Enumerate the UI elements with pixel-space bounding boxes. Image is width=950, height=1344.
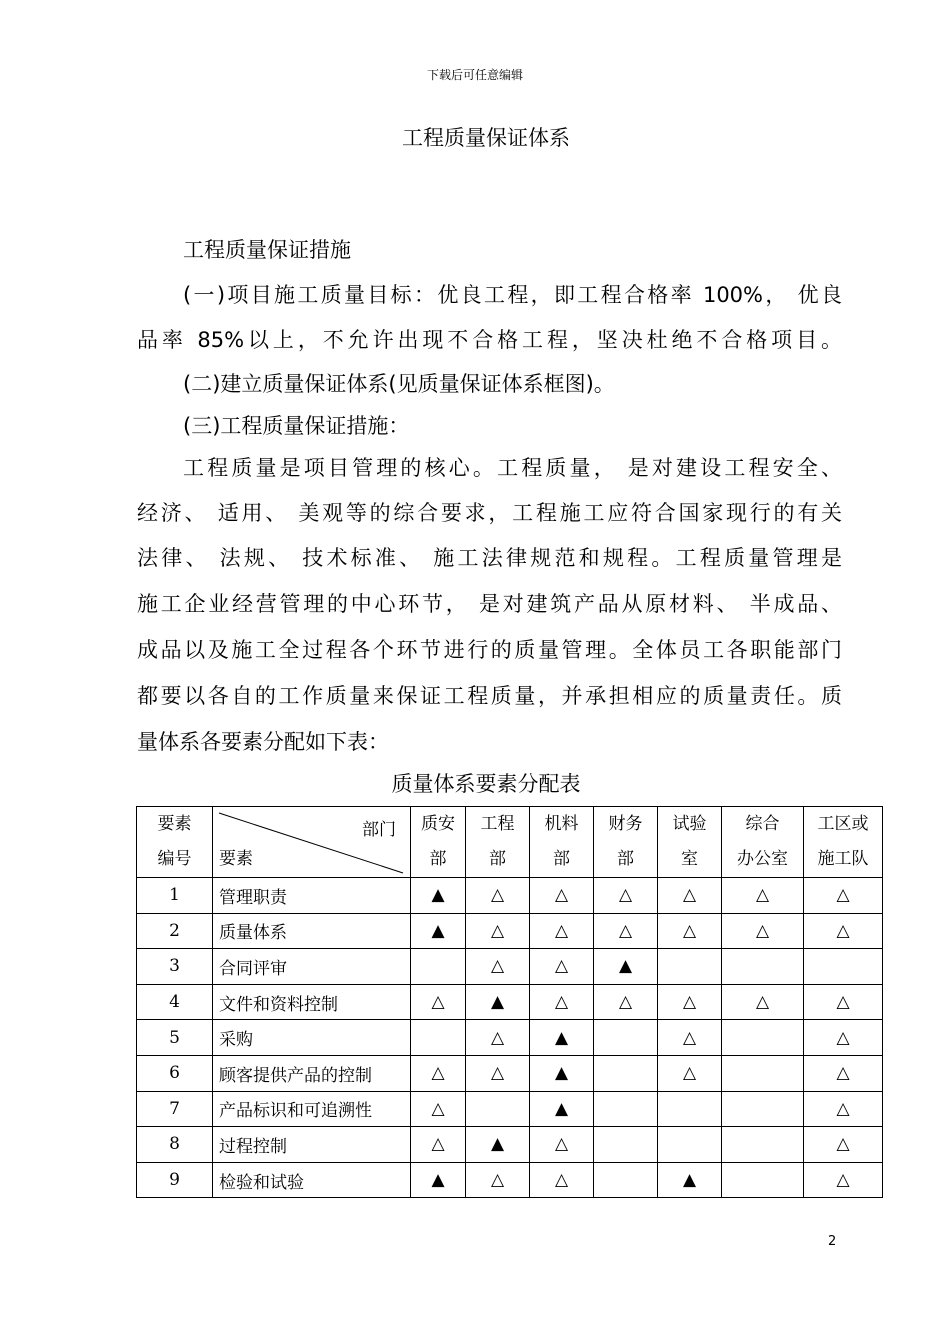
table-row: [137, 1162, 883, 1198]
mark-cell: △: [804, 1127, 883, 1163]
header-dept-1-bottom: 部: [429, 849, 447, 869]
mark-cell: [722, 1091, 804, 1127]
row-element: 质量体系: [213, 913, 411, 949]
mark-cell: ▲: [411, 1162, 466, 1198]
header-element-number-top: 要素: [157, 814, 192, 834]
mark-cell: ▲: [594, 949, 658, 985]
mark-cell: △: [411, 1055, 466, 1091]
body-line-7: 法律、 法规、 技术标准、 施工法律规范和规程。工程质量管理是: [137, 546, 842, 570]
mark-cell: [594, 1055, 658, 1091]
mark-cell: △: [411, 1091, 466, 1127]
mark-cell: △: [411, 1127, 466, 1163]
mark-cell: [658, 1127, 722, 1163]
row-element: 检验和试验: [213, 1162, 411, 1198]
row-element: 过程控制: [213, 1127, 411, 1163]
mark-cell: △: [594, 984, 658, 1020]
mark-cell: △: [411, 984, 466, 1020]
body-line-2: 品率 85%以上，不允许出现不合格工程，坚决杜绝不合格项目。: [137, 328, 842, 352]
section-heading: 工程质量保证措施: [183, 238, 351, 262]
element-allocation-table: [136, 806, 883, 1198]
mark-cell: △: [466, 878, 530, 914]
mark-cell: [722, 1162, 804, 1198]
page-number: 2: [828, 1234, 837, 1249]
header-dept-6-top: 综合: [745, 814, 780, 834]
document-title: 工程质量保证体系: [402, 126, 570, 150]
header-dept-3: [530, 807, 594, 878]
header-dept-4-top: 财务: [608, 814, 643, 834]
body-line-4: (三)工程质量保证措施：: [183, 414, 410, 438]
header-element-number: [137, 807, 213, 878]
body-line-3: (二)建立质量保证体系(见质量保证体系框图)。: [183, 372, 615, 396]
row-number: 4: [137, 984, 213, 1020]
mark-cell: △: [658, 1020, 722, 1056]
row-element: 产品标识和可追溯性: [213, 1091, 411, 1127]
row-number: 5: [137, 1020, 213, 1056]
mark-cell: ▲: [411, 878, 466, 914]
mark-cell: [658, 1091, 722, 1127]
mark-cell: △: [530, 1162, 594, 1198]
body-line-11: 量体系各要素分配如下表：: [137, 730, 389, 754]
header-dept-1: [411, 807, 466, 878]
mark-cell: △: [722, 984, 804, 1020]
mark-cell: △: [658, 984, 722, 1020]
header-element-label: 要素: [219, 849, 253, 869]
mark-cell: △: [804, 1020, 883, 1056]
header-dept-5-bottom: 室: [681, 849, 698, 869]
header-dept-3-top: 机料: [544, 814, 579, 834]
row-element: 采购: [213, 1020, 411, 1056]
table-header-row: [137, 807, 883, 878]
mark-cell: △: [804, 1091, 883, 1127]
header-dept-2-top: 工程: [480, 814, 515, 834]
mark-cell: [722, 1127, 804, 1163]
mark-cell: △: [804, 913, 883, 949]
mark-cell: △: [722, 878, 804, 914]
row-number: 9: [137, 1162, 213, 1198]
table-row: [137, 949, 883, 985]
mark-cell: △: [804, 1055, 883, 1091]
mark-cell: [411, 949, 466, 985]
row-number: 1: [137, 878, 213, 914]
header-dept-7-bottom: 施工队: [817, 849, 869, 869]
mark-cell: △: [804, 1162, 883, 1198]
mark-cell: △: [594, 913, 658, 949]
mark-cell: [804, 949, 883, 985]
header-dept-2: [466, 807, 530, 878]
header-dept-4: [594, 807, 658, 878]
mark-cell: [658, 949, 722, 985]
row-element: 文件和资料控制: [213, 984, 411, 1020]
header-dept-2-bottom: 部: [489, 849, 506, 869]
table-row: [137, 1020, 883, 1056]
mark-cell: △: [804, 878, 883, 914]
mark-cell: △: [594, 878, 658, 914]
row-element: 顾客提供产品的控制: [213, 1055, 411, 1091]
mark-cell: [594, 1127, 658, 1163]
mark-cell: △: [804, 984, 883, 1020]
mark-cell: △: [530, 913, 594, 949]
mark-cell: △: [530, 878, 594, 914]
header-dept-5: [658, 807, 722, 878]
mark-cell: [466, 1091, 530, 1127]
table-row: [137, 878, 883, 914]
mark-cell: △: [466, 949, 530, 985]
table-row: [137, 1091, 883, 1127]
mark-cell: △: [658, 913, 722, 949]
body-line-1: (一)项目施工质量目标：优良工程，即工程合格率 100%， 优良: [183, 283, 842, 307]
body-line-8: 施工企业经营管理的中心环节， 是对建筑产品从原材料、 半成品、: [137, 592, 842, 616]
mark-cell: △: [466, 913, 530, 949]
row-element: 管理职责: [213, 878, 411, 914]
mark-cell: [722, 1055, 804, 1091]
header-dept-1-top: 质安: [421, 814, 455, 834]
mark-cell: ▲: [530, 1020, 594, 1056]
mark-cell: ▲: [466, 1127, 530, 1163]
mark-cell: [594, 1020, 658, 1056]
row-number: 2: [137, 913, 213, 949]
header-note: 下载后可任意编辑: [426, 68, 523, 82]
body-line-10: 都要以各自的工作质量来保证工程质量，并承担相应的质量责任。质: [137, 684, 842, 708]
mark-cell: △: [658, 1055, 722, 1091]
mark-cell: [722, 949, 804, 985]
mark-cell: ▲: [658, 1162, 722, 1198]
header-dept-6: [722, 807, 804, 878]
header-element-number-bottom: 编号: [157, 849, 192, 869]
mark-cell: ▲: [466, 984, 530, 1020]
header-dept-4-bottom: 部: [617, 849, 634, 869]
mark-cell: [722, 1020, 804, 1056]
row-number: 8: [137, 1127, 213, 1163]
body-line-6: 经济、 适用、 美观等的综合要求，工程施工应符合国家现行的有关: [137, 501, 842, 525]
header-dept-5-top: 试验: [672, 814, 707, 834]
header-diagonal-cell: [213, 807, 411, 878]
header-department-label: 部门: [362, 820, 396, 840]
mark-cell: ▲: [530, 1091, 594, 1127]
mark-cell: [411, 1020, 466, 1056]
table-row: [137, 913, 883, 949]
mark-cell: △: [722, 913, 804, 949]
mark-cell: △: [658, 878, 722, 914]
mark-cell: △: [466, 1162, 530, 1198]
mark-cell: [594, 1162, 658, 1198]
row-number: 6: [137, 1055, 213, 1091]
body-line-9: 成品以及施工全过程各个环节进行的质量管理。全体员工各职能部门: [137, 638, 842, 662]
mark-cell: △: [466, 1020, 530, 1056]
body-line-5: 工程质量是项目管理的核心。工程质量， 是对建设工程安全、: [183, 456, 842, 480]
header-dept-7: [804, 807, 883, 878]
header-dept-7-top: 工区或: [817, 814, 869, 834]
table-row: [137, 984, 883, 1020]
header-dept-6-bottom: 办公室: [737, 849, 788, 869]
row-number: 3: [137, 949, 213, 985]
row-element: 合同评审: [213, 949, 411, 985]
mark-cell: △: [466, 1055, 530, 1091]
table-row: [137, 1127, 883, 1163]
row-number: 7: [137, 1091, 213, 1127]
table-row: [137, 1055, 883, 1091]
mark-cell: △: [530, 949, 594, 985]
table-title: 质量体系要素分配表: [391, 772, 581, 796]
mark-cell: ▲: [411, 913, 466, 949]
mark-cell: [594, 1091, 658, 1127]
mark-cell: △: [530, 1127, 594, 1163]
header-dept-3-bottom: 部: [553, 849, 570, 869]
mark-cell: ▲: [530, 1055, 594, 1091]
mark-cell: △: [530, 984, 594, 1020]
